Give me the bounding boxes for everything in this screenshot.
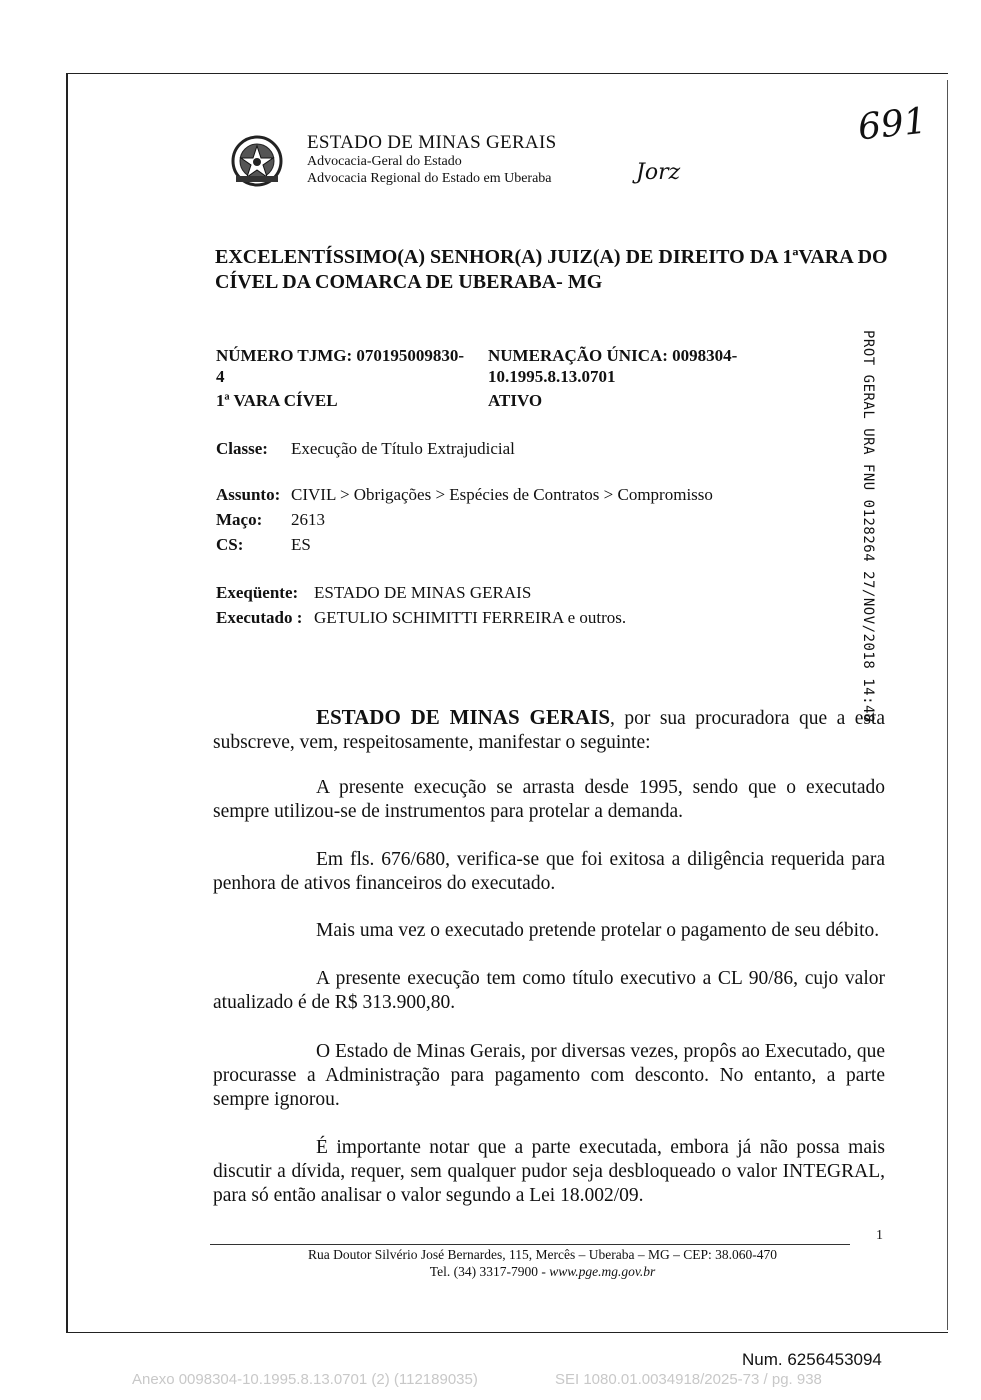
classe-label: Classe:	[216, 439, 268, 458]
addressee-block	[215, 245, 895, 295]
state-coat-of-arms-icon	[228, 132, 286, 190]
footer-contact	[210, 1263, 875, 1280]
page-border-right	[947, 80, 948, 1330]
footer-divider	[210, 1244, 850, 1245]
paragraph-unblock-request: É importante notar que a parte executada, embora já não possa mais discutir a dívida, requer, sem qualquer pudor seja desbloqueado o valor INTEGRAL, para só então analisar o valor segundo a Lei 18.002/09.	[213, 1137, 885, 1206]
footer-address: Rua Doutor Silvério José Bernardes, 115, Mercês – Uberaba – MG – CEP: 38.060-470	[308, 1247, 777, 1262]
tjmg-number-line-1: NÚMERO TJMG: 070195009830-	[216, 346, 465, 365]
unique-number-line-1: NUMERAÇÃO ÚNICA: 0098304-	[488, 346, 738, 365]
header-regional-office: Advocacia Regional do Estado em Uberaba	[307, 171, 552, 186]
page-number: 1	[876, 1228, 883, 1243]
exequente-label: Exeqüente:	[216, 583, 299, 602]
executado-label: Executado :	[216, 608, 303, 627]
header-agency: Advocacia-Geral do Estado	[307, 154, 462, 169]
court-division: 1ª VARA CÍVEL	[216, 391, 338, 410]
page-border-left	[66, 73, 68, 1333]
protocol-stamp: PROT GERAL URA FNU 0128264 27/NOV/2018 14:48	[860, 330, 876, 723]
addressee-line-1: EXCELENTÍSSIMO(A) SENHOR(A) JUIZ(A) DE DIREITO DA 1ªVARA DO	[215, 246, 888, 268]
unique-number-line-2: 10.1995.8.13.0701	[488, 367, 616, 386]
cs-label: CS:	[216, 535, 244, 554]
sei-reference: SEI 1080.01.0034918/2025-73 / pg. 938	[555, 1371, 822, 1388]
annex-reference: Anexo 0098304-10.1995.8.13.0701 (2) (112189035)	[132, 1371, 478, 1388]
executado-value: GETULIO SCHIMITTI FERREIRA e outros.	[314, 608, 627, 627]
page-border-top	[66, 73, 948, 74]
maco-label: Maço:	[216, 510, 263, 529]
header-state-name: ESTADO DE MINAS GERAIS	[307, 132, 557, 153]
footer-phone: Tel. (34) 3317-7900 -	[429, 1264, 550, 1279]
exequente-value: ESTADO DE MINAS GERAIS	[314, 583, 532, 602]
footer-website: www.pge.mg.gov.br	[549, 1264, 656, 1279]
paragraph-protest: Mais uma vez o executado pretende protelar o pagamento de seu débito.	[316, 920, 880, 941]
tjmg-number-line-2: 4	[216, 367, 225, 386]
handwritten-initials: Jorz	[636, 160, 681, 185]
addressee-line-2: CÍVEL DA COMARCA DE UBERABA- MG	[215, 271, 603, 293]
paragraph-discount-offer: O Estado de Minas Gerais, por diversas vezes, propôs ao Executado, que procurasse a Administração para pagamento com desconto. No entanto, a parte sempre ignorou.	[213, 1041, 885, 1110]
case-status: ATIVO	[488, 391, 543, 410]
paragraph-opening	[213, 705, 885, 755]
paragraph-title-value: A presente execução tem como título executivo a CL 90/86, cujo valor atualizado é de R$ 313.900,80.	[213, 968, 885, 1013]
assunto-label: Assunto:	[216, 485, 281, 504]
paragraph-delay: A presente execução se arrasta desde 1995, sendo que o executado sempre utilizou-se de instrumentos para protelar a demanda.	[213, 777, 885, 822]
page-border-bottom	[66, 1332, 948, 1333]
footer-address-block	[210, 1246, 875, 1280]
assunto-value: CIVIL > Obrigações > Espécies de Contratos > Compromisso	[291, 485, 713, 504]
paragraph-seizure: Em fls. 676/680, verifica-se que foi exitosa a diligência requerida para penhora de ativos financeiros do executado.	[213, 849, 885, 894]
maco-value: 2613	[291, 510, 325, 529]
document-number: Num. 6256453094	[742, 1350, 882, 1369]
classe-value: Execução de Título Extrajudicial	[291, 439, 515, 458]
opening-text: , por sua procuradora que a esta subscreve, vem, respeitosamente, manifestar o seguinte:	[213, 708, 886, 753]
opening-party-name: ESTADO DE MINAS GERAIS	[316, 705, 611, 729]
handwritten-page-number: 691	[856, 100, 929, 149]
cs-value: ES	[291, 535, 311, 554]
